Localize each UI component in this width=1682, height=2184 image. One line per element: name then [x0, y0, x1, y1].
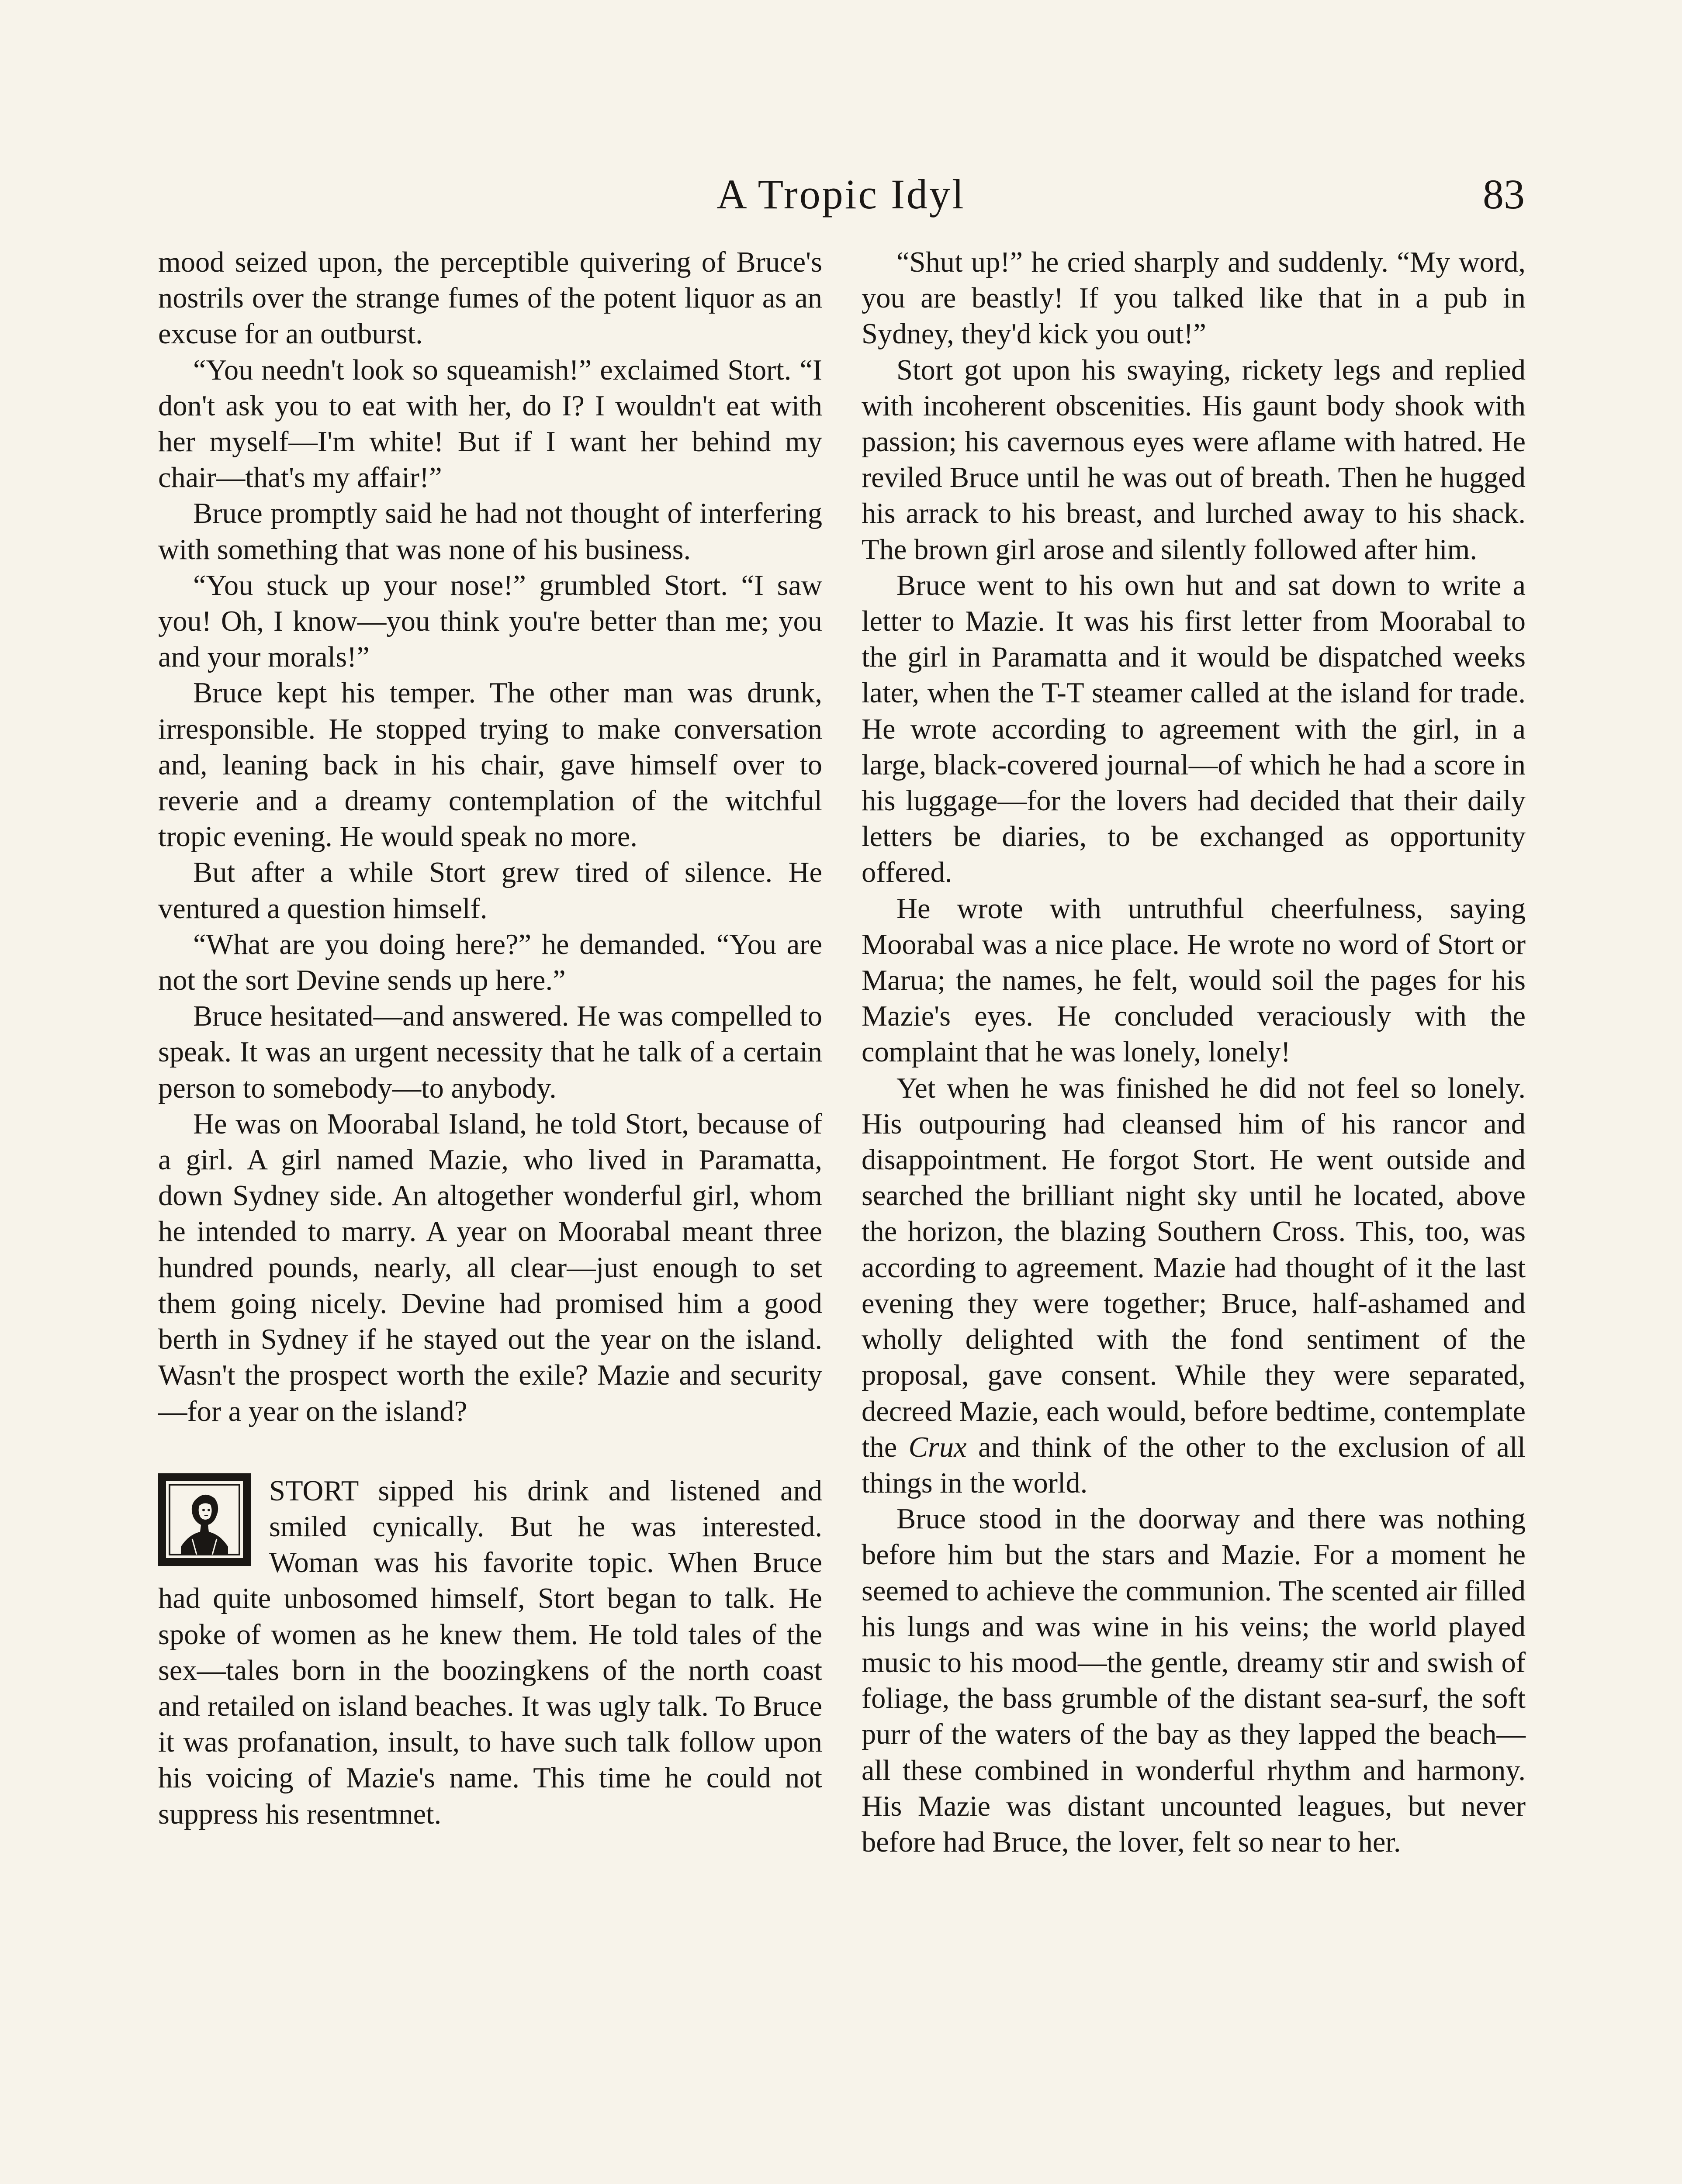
paragraph: But after a while Stort grew tired of silence. He ventured a question himself.	[158, 857, 822, 925]
paragraph-text: Yet when he was finished he did not feel so lonely. His outpouring had cleansed him of his rancor and disappointment. He forgot Stort. He went outside and searched the brilliant night sky until he located, above the horizon, the blazing Southern Cross. This, too, was according to agreement. Mazie had thought of it the last evening they were together; Bruce, half-ashamed and wholly delighted with the fond sentiment of the proposal, gave consent. While they were separated, decreed Mazie, each would, before bedtime, contemplate the	[862, 1072, 1526, 1463]
paragraph: “You needn't look so squeamish!” exclaimed Stort. “I don't ask you to eat with her, do I? I wouldn't eat with her myself—I'm white! But if I want her behind my chair—that's my affair!”	[158, 354, 822, 494]
paragraph: mood seized upon, the perceptible quivering of Bruce's nostrils over the strange fumes of the potent liquor as an excuse for an outburst.	[158, 246, 822, 350]
paragraph: Stort got upon his swaying, rickety legs and replied with incoherent obscenities. His gaunt body shook with passion; his cavernous eyes were aflame with hatred. He reviled Bruce until he was out of breath. Then he hugged his arrack to his breast, and lurched away to his shack. The brown girl arose and silently followed after him.	[862, 354, 1526, 566]
italic-word: Crux	[908, 1431, 978, 1463]
page-number: 83	[1483, 171, 1525, 218]
right-column	[862, 245, 1526, 1860]
paragraph: Bruce promptly said he had not thought of interfering with something that was none of his business.	[158, 498, 822, 566]
woman-portrait-icon	[158, 1473, 251, 1566]
left-column	[158, 245, 822, 1832]
paragraph: “What are you doing here?” he demanded. “You are not the sort Devine sends up here.”	[158, 928, 822, 997]
paragraph: Bruce stood in the doorway and there was nothing before him but the stars and Mazie. For a moment he seemed to achieve the communion. The scented air filled his lungs and was wine in his veins; the world played music to his mood—the gentle, dreamy stir and swish of foliage, the bass grumble of the distant sea-surf, the soft purr of the waters of the bay as they lapped the beach—all these combined in wonderful rhythm and harmony. His Mazie was distant uncounted leagues, but never before had Bruce, the lover, felt so near to her.	[862, 1503, 1526, 1858]
paragraph: Bruce went to his own hut and sat down to write a letter to Mazie. It was his first letter from Moorabal to the girl in Paramatta and it would be dispatched weeks later, when the T-T steamer called at the island for trade. He wrote according to agreement with the girl, in a large, black-covered journal—of which he had a score in his luggage—for the lovers had decided that their daily letters be diaries, to be exchanged as opportunity offered.	[862, 569, 1526, 889]
paragraph: Bruce hesitated—and answered. He was compelled to speak. It was an urgent necessity that he talk of a certain person to somebody—to anybody.	[158, 1000, 822, 1104]
paragraph	[862, 1071, 1526, 1501]
paragraph: “Shut up!” he cried sharply and suddenly. “My word, you are beastly! If you talked like that in a pub in Sydney, they'd kick you out!”	[862, 246, 1526, 350]
page-title: A Tropic Idyl	[716, 171, 966, 218]
paragraph: He was on Moorabal Island, he told Stort, because of a girl. A girl named Mazie, who lived in Paramatta, down Sydney side. An altogether wonderful girl, whom he intended to marry. A year on Moorabal meant three hundred pounds, nearly, all clear—just enough to set them going nicely. Devine had promised him a good berth in Sydney if he stayed out the year on the island. Wasn't the prospect worth the exile? Mazie and security—for a year on the island?	[158, 1108, 822, 1427]
paragraph: Bruce kept his temper. The other man was drunk, irresponsible. He stopped trying to make conversation and, leaning back in his chair, gave himself over to reverie and a dreamy contemplation of the witchful tropic evening. He would speak no more.	[158, 677, 822, 853]
paragraph: He wrote with untruthful cheerfulness, saying Moorabal was a nice place. He wrote no word of Stort or Marua; the names, he felt, would soil the pages for his Mazie's eyes. He concluded veraciously with the complaint that he was lonely, lonely!	[862, 892, 1526, 1068]
page-header	[157, 166, 1525, 223]
paragraph: STORT sipped his drink and listened and smiled cynically. But he was interested. Woman was his favorite topic. When Bruce had quite unbosomed himself, Stort began to talk. He spoke of women as he knew them. He told tales of the sex—tales born in the boozingkens of the north coast and retailed on island beaches. It was ugly talk. To Bruce it was profanation, insult, to have such talk follow upon his voicing of Mazie's name. This time he could not suppress his resentmnet.	[158, 1475, 822, 1830]
paragraph-text: and think of the other to the exclusion of all things in the world.	[862, 1431, 1526, 1499]
paragraph: “You stuck up your nose!” grumbled Stort. “I saw you! Oh, I know—you think you're better than me; you and your morals!”	[158, 569, 822, 674]
